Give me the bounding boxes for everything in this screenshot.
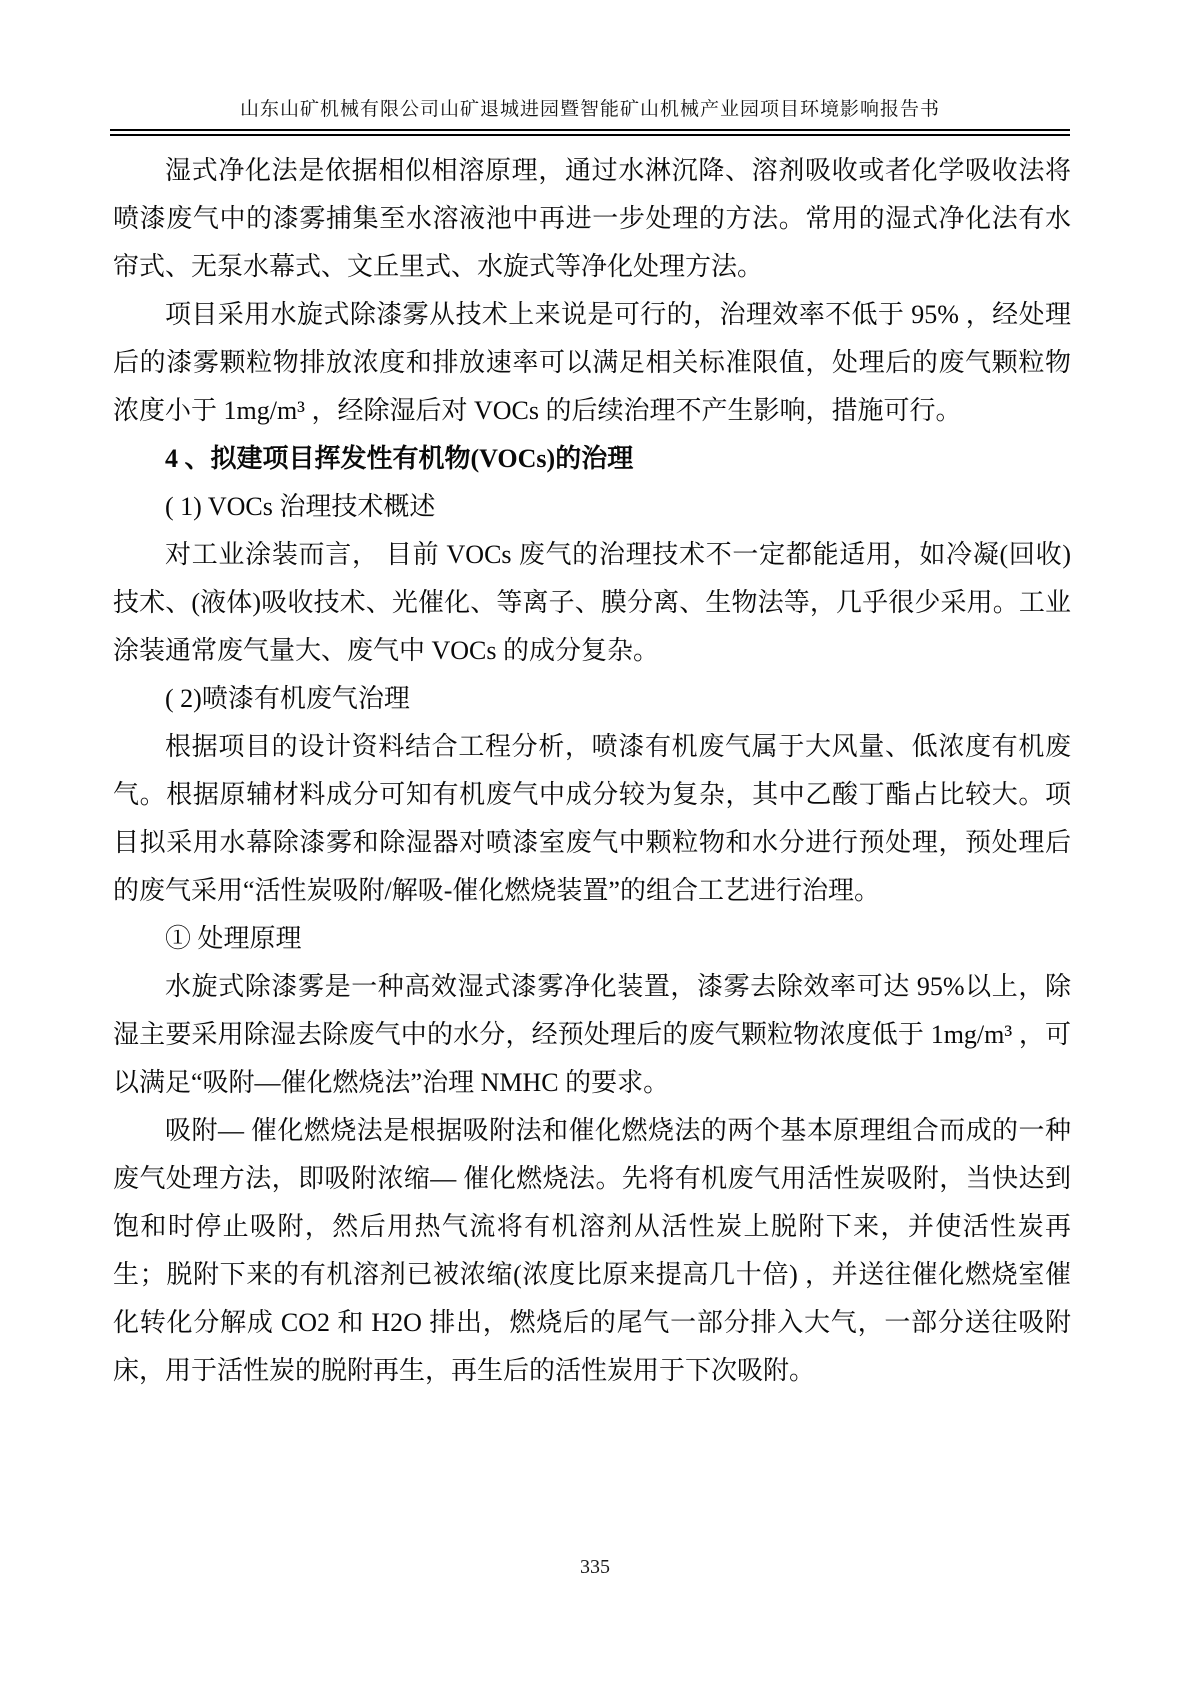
paragraph: 项目采用水旋式除漆雾从技术上来说是可行的，治理效率不低于 95% ，经处理后的漆雾颗粒物排放浓度和排放速率可以满足相关标准限值，处理后的废气颗粒物浓度小于 1mg/m³ ，经除湿后对 VOCs 的后续治理不产生影响，措施可行。 [113,300,1071,425]
header-title: 山东山矿机械有限公司山矿退城进园暨智能矿山机械产业园项目环境影响报告书 [239,99,940,120]
paragraph: ( 1) VOCs 治理技术概述 [165,492,436,521]
page-number: 335 [580,1556,610,1578]
paragraph: 对工业涂装而言， 目前 VOCs 废气的治理技术不一定都能适用，如冷凝(回收)技术、(液体)吸收技术、光催化、等离子、膜分离、生物法等，几乎很少采用。工业涂装通常废气量大、废气中 VOCs 的成分复杂。 [113,540,1071,665]
document-body [113,147,1071,1395]
paragraph: ( 2)喷漆有机废气治理 [165,684,410,713]
paragraph: 吸附— 催化燃烧法是根据吸附法和催化燃烧法的两个基本原理组合而成的一种废气处理方法，即吸附浓缩— 催化燃烧法。先将有机废气用活性炭吸附，当快达到饱和时停止吸附，然后用热气流将有机溶剂从活性炭上脱附下来，并使活性炭再生；脱附下来的有机溶剂已被浓缩(浓度比原来提高几十倍) ，并送往催化燃烧室催化转化分解成 CO2 和 H2O 排出，燃烧后的尾气一部分排入大气，一部分送往吸附床，用于活性炭的脱附再生，再生后的活性炭用于下次吸附。 [113,1116,1071,1385]
paragraph: 水旋式除漆雾是一种高效湿式漆雾净化装置，漆雾去除效率可达 95%以上，除湿主要采用除湿去除废气中的水分，经预处理后的废气颗粒物浓度低于 1mg/m³ ，可以满足“吸附—催化燃烧法”治理 NMHC 的要求。 [113,972,1071,1097]
paragraph: 根据项目的设计资料结合工程分析，喷漆有机废气属于大风量、低浓度有机废气。根据原辅材料成分可知有机废气中成分较为复杂，其中乙酸丁酯占比较大。项目拟采用水幕除漆雾和除湿器对喷漆室废气中颗粒物和水分进行预处理，预处理后的废气采用“活性炭吸附/解吸-催化燃烧装置”的组合工艺进行治理。 [113,732,1071,905]
header-rule [110,129,1070,136]
paragraph: ① 处理原理 [165,924,302,953]
section-heading: 4 、拟建项目挥发性有机物(VOCs)的治理 [165,444,634,473]
paragraph: 湿式净化法是依据相似相溶原理，通过水淋沉降、溶剂吸收或者化学吸收法将喷漆废气中的漆雾捕集至水溶液池中再进一步处理的方法。常用的湿式净化法有水帘式、无泵水幕式、文丘里式、水旋式等净化处理方法。 [113,156,1071,281]
page-header [110,0,1070,136]
